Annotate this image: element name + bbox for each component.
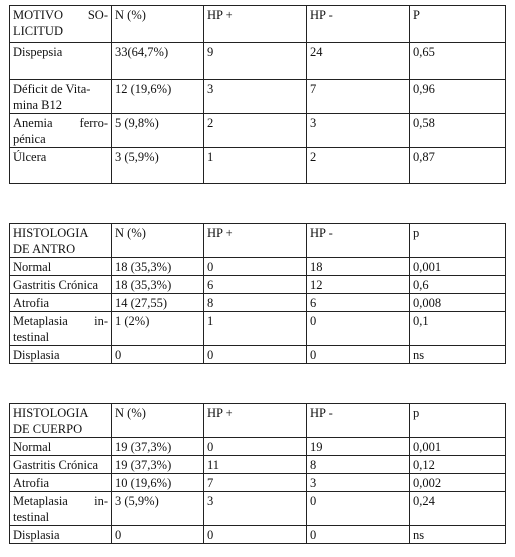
- table-header-row: [10, 224, 506, 258]
- header-cell-hp-pos: HP +: [204, 6, 307, 43]
- cell-n: 0: [112, 526, 204, 544]
- table-row: [10, 294, 506, 312]
- row-label-line-1: Anemia ferro-: [13, 116, 108, 130]
- row-label: Normal: [10, 258, 112, 276]
- table-row: [10, 114, 506, 148]
- row-label: Displasia: [10, 346, 112, 364]
- cell-p: 0,6: [410, 276, 506, 294]
- cell-hp-neg: 6: [307, 294, 410, 312]
- row-label: Atrofia: [10, 294, 112, 312]
- cell-hp-pos: 0: [204, 346, 307, 364]
- row-label: Normal: [10, 438, 112, 456]
- row-label-line-2: testinal: [13, 330, 50, 344]
- cell-n: 19 (37,3%): [112, 438, 204, 456]
- header-cell-category: [10, 6, 112, 43]
- row-label-line-1: Dispepsia: [13, 45, 63, 59]
- header-cell-hp-neg: HP -: [307, 404, 410, 438]
- cell-hp-neg: 24: [307, 43, 410, 80]
- header-cell-hp-neg: HP -: [307, 6, 410, 43]
- row-label: [10, 43, 112, 80]
- table-row: [10, 438, 506, 456]
- cell-p: 0,12: [410, 456, 506, 474]
- cell-n: 14 (27,55): [112, 294, 204, 312]
- cell-p: 0,008: [410, 294, 506, 312]
- cell-hp-pos: 0: [204, 526, 307, 544]
- header-cell-hp-neg: HP -: [307, 224, 410, 258]
- cell-hp-pos: 3: [204, 492, 307, 526]
- histologia-antro-table: [9, 223, 506, 364]
- header-cell-hp-pos: HP +: [204, 404, 307, 438]
- cell-p: ns: [410, 526, 506, 544]
- table-row: [10, 312, 506, 346]
- cell-n: 3 (5,9%): [112, 148, 204, 184]
- histologia-cuerpo-table: [9, 403, 506, 544]
- cell-hp-neg: 0: [307, 346, 410, 364]
- row-label-line-2: mina B12: [13, 98, 62, 112]
- row-label-line-1: Déficit de Vita-: [13, 82, 91, 96]
- row-label: [10, 492, 112, 526]
- cell-p: ns: [410, 346, 506, 364]
- row-label: Displasia: [10, 526, 112, 544]
- table-row: [10, 346, 506, 364]
- table-header-row: [10, 6, 506, 43]
- table-row: [10, 526, 506, 544]
- row-label: Gastritis Crónica: [10, 276, 112, 294]
- cell-p: 0,96: [410, 80, 506, 114]
- cell-hp-pos: 2: [204, 114, 307, 148]
- header-cell-category: [10, 224, 112, 258]
- header-line-1: HISTOLOGIA: [13, 406, 89, 420]
- table-header-row: [10, 404, 506, 438]
- row-label: [10, 80, 112, 114]
- motivo-solicitud-table: [9, 5, 506, 184]
- cell-n: 33(64,7%): [112, 43, 204, 80]
- cell-hp-pos: 0: [204, 258, 307, 276]
- row-label-line-2: testinal: [13, 510, 50, 524]
- table-row: [10, 80, 506, 114]
- table-row: [10, 258, 506, 276]
- cell-hp-neg: 3: [307, 474, 410, 492]
- table-row: [10, 474, 506, 492]
- cell-p: 0,58: [410, 114, 506, 148]
- row-label-line-1: Metaplasia in-: [13, 314, 108, 328]
- cell-hp-neg: 2: [307, 148, 410, 184]
- cell-hp-pos: 3: [204, 80, 307, 114]
- cell-n: 10 (19,6%): [112, 474, 204, 492]
- header-line-1: HISTOLOGIA: [13, 226, 89, 240]
- cell-hp-neg: 0: [307, 526, 410, 544]
- cell-hp-pos: 7: [204, 474, 307, 492]
- cell-hp-neg: 0: [307, 492, 410, 526]
- header-cell-n: N (%): [112, 404, 204, 438]
- cell-hp-neg: 3: [307, 114, 410, 148]
- table-row: [10, 492, 506, 526]
- cell-p: 0,24: [410, 492, 506, 526]
- header-cell-p: P: [410, 6, 506, 43]
- header-cell-p: p: [410, 224, 506, 258]
- cell-p: 0,1: [410, 312, 506, 346]
- cell-hp-pos: 9: [204, 43, 307, 80]
- cell-hp-neg: 12: [307, 276, 410, 294]
- table-row: [10, 456, 506, 474]
- cell-hp-neg: 19: [307, 438, 410, 456]
- cell-n: 5 (9,8%): [112, 114, 204, 148]
- cell-hp-pos: 0: [204, 438, 307, 456]
- cell-p: 0,65: [410, 43, 506, 80]
- cell-hp-pos: 11: [204, 456, 307, 474]
- cell-n: 19 (37,3%): [112, 456, 204, 474]
- cell-hp-pos: 1: [204, 148, 307, 184]
- cell-p: 0,002: [410, 474, 506, 492]
- table-row: [10, 148, 506, 184]
- header-cell-p: p: [410, 404, 506, 438]
- cell-hp-pos: 8: [204, 294, 307, 312]
- header-line-2: LICITUD: [13, 24, 63, 38]
- cell-p: 0,87: [410, 148, 506, 184]
- cell-hp-pos: 1: [204, 312, 307, 346]
- row-label: [10, 114, 112, 148]
- row-label: Gastritis Crónica: [10, 456, 112, 474]
- cell-p: 0,001: [410, 438, 506, 456]
- header-line-2: DE ANTRO: [13, 242, 76, 256]
- cell-hp-neg: 18: [307, 258, 410, 276]
- cell-n: 18 (35,3%): [112, 258, 204, 276]
- cell-hp-neg: 0: [307, 312, 410, 346]
- header-line-2: DE CUERPO: [13, 422, 83, 436]
- row-label-line-1: Úlcera: [13, 150, 47, 164]
- header-cell-n: N (%): [112, 224, 204, 258]
- row-label: [10, 312, 112, 346]
- cell-n: 1 (2%): [112, 312, 204, 346]
- cell-n: 3 (5,9%): [112, 492, 204, 526]
- table-row: [10, 276, 506, 294]
- table-row: [10, 43, 506, 80]
- cell-n: 12 (19,6%): [112, 80, 204, 114]
- row-label: Atrofia: [10, 474, 112, 492]
- header-line-1: MOTIVO SO-: [13, 8, 108, 22]
- cell-n: 0: [112, 346, 204, 364]
- row-label-line-1: Metaplasia in-: [13, 494, 108, 508]
- header-cell-category: [10, 404, 112, 438]
- header-cell-hp-pos: HP +: [204, 224, 307, 258]
- cell-hp-neg: 7: [307, 80, 410, 114]
- cell-hp-pos: 6: [204, 276, 307, 294]
- cell-n: 18 (35,3%): [112, 276, 204, 294]
- header-cell-n: N (%): [112, 6, 204, 43]
- cell-hp-neg: 8: [307, 456, 410, 474]
- row-label: [10, 148, 112, 184]
- cell-p: 0,001: [410, 258, 506, 276]
- row-label-line-2: pénica: [13, 132, 46, 146]
